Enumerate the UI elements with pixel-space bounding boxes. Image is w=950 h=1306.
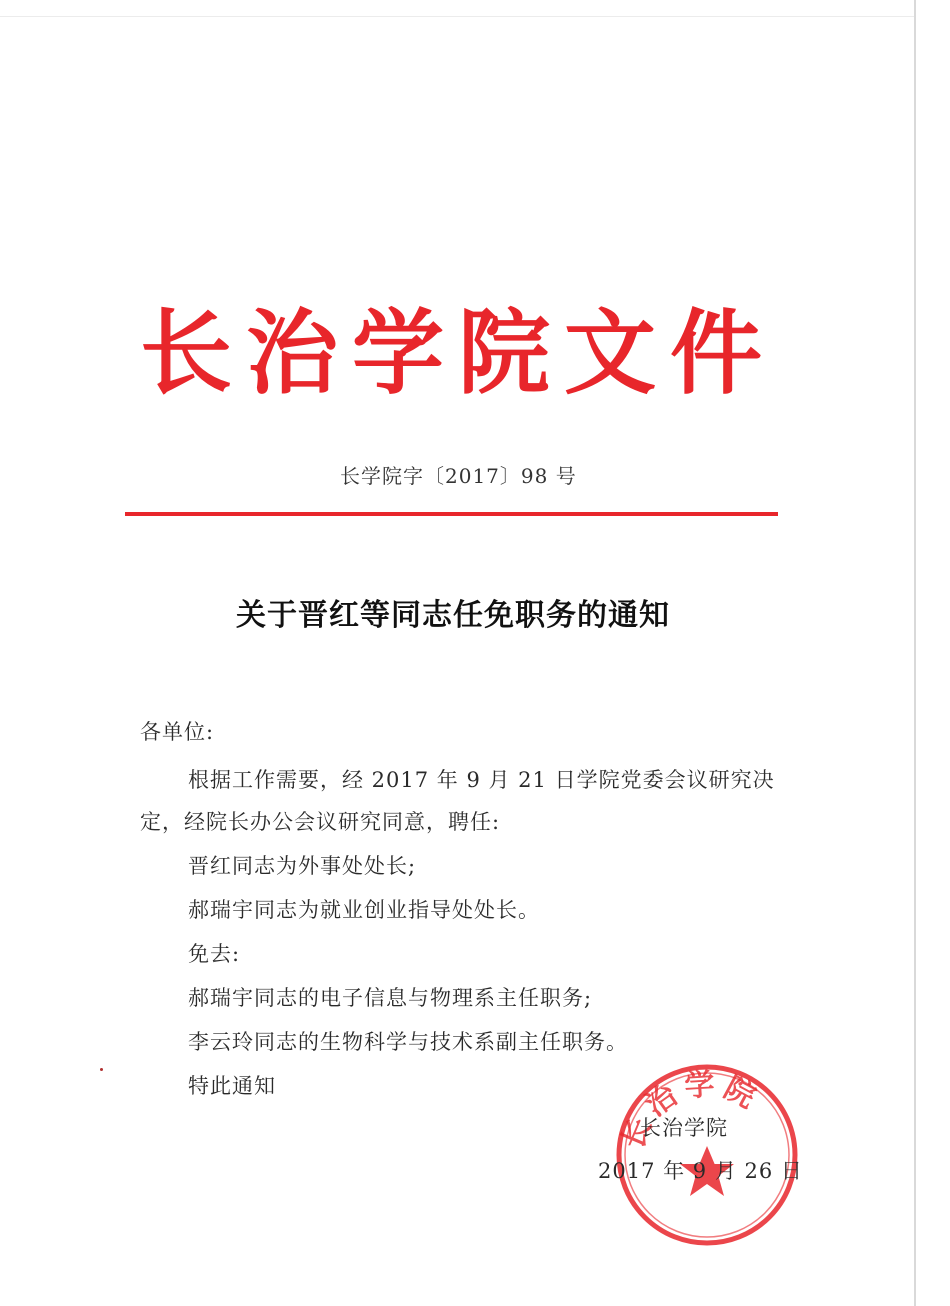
paragraph-line: 根据工作需要，经 2017 年 9 月 21 日学院党委会议研究决 (188, 768, 775, 792)
appointment-item: 晋红同志为外事处处长; (188, 854, 417, 878)
dismissal-heading: 免去: (188, 942, 241, 966)
signature-organization: 长治学院 (640, 1116, 728, 1140)
closing-line: 特此通知 (188, 1074, 276, 1098)
dismissal-item: 李云玲同志的生物科学与技术系副主任职务。 (188, 1030, 628, 1054)
salutation: 各单位: (140, 720, 215, 744)
document-number: 长学院字〔2017〕98 号 (340, 464, 577, 488)
paragraph-line: 定，经院长办公会议研究同意，聘任: (140, 810, 501, 834)
notice-title: 关于晋红等同志任免职务的通知 (236, 598, 670, 633)
scan-speck (100, 1068, 103, 1071)
appointment-item: 郝瑞宇同志为就业创业指导处处长。 (188, 898, 540, 922)
dismissal-item: 郝瑞宇同志的电子信息与物理系主任职务; (188, 986, 593, 1010)
scan-top-edge (0, 16, 914, 17)
scan-right-edge (914, 0, 916, 1306)
signature-date: 2017 年 9 月 26 日 (598, 1159, 803, 1183)
seal-text: 长治学院 (615, 1067, 767, 1155)
document-header-title: 长治学院文件 (140, 299, 777, 407)
red-divider-line (125, 512, 778, 516)
